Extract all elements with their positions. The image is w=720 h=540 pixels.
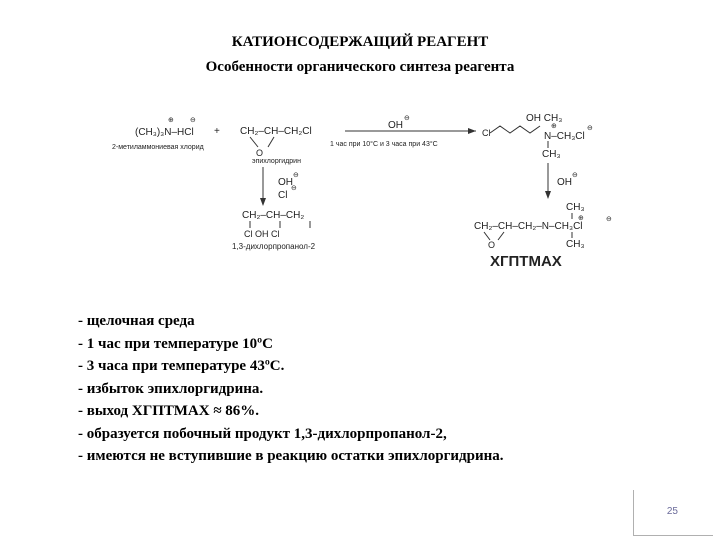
final-epoxide-left [484,232,490,240]
intermediate-n-group: N–CH₃Cl [544,131,585,142]
reaction-conditions: 1 час при 10°С и 3 часа при 43°С [330,141,438,148]
side-reagent-oh: OH [278,177,293,188]
main-reagent-charge: ⊖ [404,115,410,122]
final-reagent-oh: OH [557,177,572,188]
side-reagent-cl-charge: ⊖ [291,185,297,192]
list-item: - выход ХГПТМАХ ≈ 86%. [78,403,260,419]
final-oxygen: O [488,240,496,250]
epoxide-bond-right [268,137,274,147]
list-item: - избыток эпихлоргидрина. [78,380,264,397]
intermediate-n-charge: ⊕ [551,123,557,130]
footer-frame-horizontal [633,535,713,536]
epichlorohydrin-name: эпихлоргидрин [252,158,301,165]
final-epoxide-right [498,232,504,240]
side-product-name: 1,3-дихлорпропанол-2 [232,242,316,251]
final-bottom-group: CH₃ [566,239,585,250]
amine-charge-minus: ⊖ [190,117,196,124]
slide-title: КАТИОНСОДЕРЖАЩИЙ РЕАГЕНТ [231,34,489,50]
final-formula: CH₂–CH–CH₂–N–CH₃Cl [474,221,583,232]
final-reagent-charge: ⊖ [572,172,578,179]
main-reagent-oh: OH [388,120,403,131]
page-number: 25 [666,506,678,517]
slide-subtitle: Особенности органического синтеза реагента [205,59,515,75]
intermediate-top-groups: OH CH₃ [526,113,563,124]
final-cl-charge: ⊖ [606,216,612,223]
side-product-formula: CH₂–CH–CH₂ [242,210,305,221]
plus-sign: + [214,126,220,137]
amine-formula: (CH₃)₃N–HCl [135,127,194,138]
epoxide-bond-left [250,137,258,147]
footer-frame-vertical [633,490,634,536]
intermediate-chain [490,126,540,133]
side-reagent-oh-charge: ⊖ [293,172,299,179]
intermediate-cl-charge: ⊖ [587,125,593,132]
intermediate-cl-left: Cl [482,128,491,138]
side-reagent-cl: Cl [278,190,288,201]
list-item: - имеются не вступившие в реакцию остатки эпихлоргидрина. [78,448,504,464]
amine-name: 2-метиламмониевая хлорид [112,144,204,151]
final-top-group: CH₃ [566,202,585,213]
main-arrow-head [468,128,476,134]
side-product-substituents: Cl OH Cl [244,229,280,239]
list-item: - щелочная среда [78,313,195,329]
list-item: - образуется побочный продукт 1,3-дихлорпропанол-2, [78,425,447,442]
final-arrow-head [545,191,551,199]
list-item: - 1 час при температуре 10ºС [78,335,273,352]
intermediate-bottom-group: CH₃ [542,149,561,160]
conditions-list [78,310,504,468]
side-arrow-head [260,198,266,206]
epichlorohydrin-formula: CH₂–CH–CH₂Cl [240,126,312,137]
list-item: - 3 часа при температуре 43ºС. [78,358,285,374]
product-label: ХГПТМАХ [490,253,562,270]
final-n-charge: ⊕ [578,215,584,222]
amine-charge-plus: ⊕ [168,117,174,124]
epichlorohydrin-oxygen: O [256,148,264,158]
